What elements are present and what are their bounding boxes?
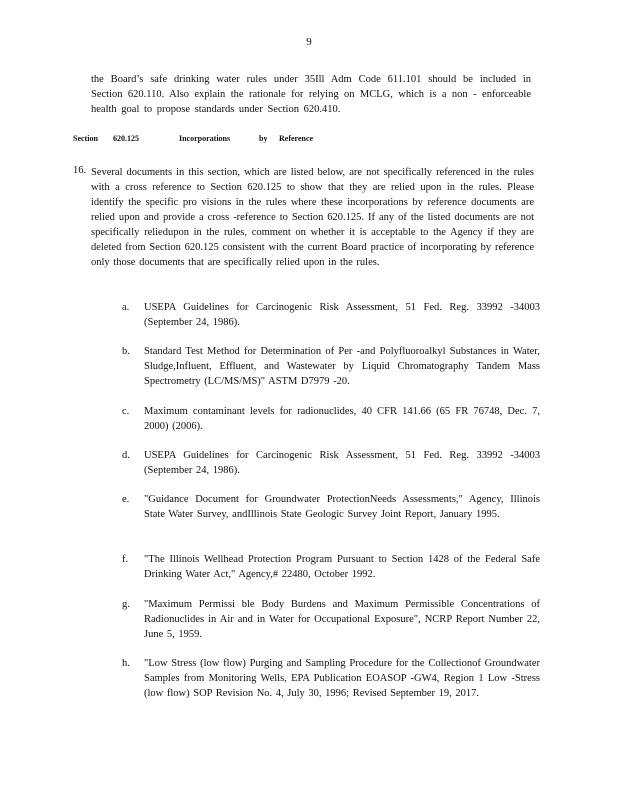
section-heading-number: 620.125 xyxy=(113,134,139,143)
page-number: 9 xyxy=(306,36,312,48)
reference-letter: f. xyxy=(122,554,129,565)
section-heading-word-reference: Reference xyxy=(279,134,314,143)
comment-paragraph: Several documents in this section, which are listed below, are not specifically referenced in the rules with a cross reference to Section 620.125 to show that they are relied upon in the rules. Please identify the specific pro visions in the rules where these incorporations by reference documents are relied upon and provide a cross -reference to Section 620.125. If any of the listed documents are not specifically reliedupon in the rules, comment on whether it is acceptable to the Agency if they are deleted from Section 620.125 consistent with the current Board practice of incorporating by reference only those documents that are specifically relied upon in the rules. xyxy=(91,167,534,268)
reference-text: Maximum contaminant levels for radionuclides, 40 CFR 141.66 (65 FR 76748, Dec. 7, 2000) (2006). xyxy=(144,406,540,432)
section-heading xyxy=(73,134,313,143)
section-heading-word-incorporations: Incorporations xyxy=(179,134,231,143)
reference-letter: b. xyxy=(122,346,130,357)
reference-text: "The Illinois Wellhead Protection Program Pursuant to Section 1428 of the Federal Safe Drinking Water Act," Agency,# 22480, October 1992. xyxy=(144,554,540,580)
intro-paragraph: the Board’s safe drinking water rules under 35Ill Adm Code 611.101 should be included in Section 620.110. Also explain the rationale for relying on MCLG, which is a non - enforceable health goal to propose standards under Section 620.410. xyxy=(91,74,531,115)
reference-letter: c. xyxy=(122,406,130,417)
reference-text: "Low Stress (low flow) Purging and Sampling Procedure for the Collectionof Groundwater Samples from Monitoring Wells, EPA Publication EOASOP -GW4, Region 1 Low -Stress (low flow) SOP Revision No. 4, July 30, 1996; Revised September 19, 2017. xyxy=(144,658,540,699)
reference-letter: e. xyxy=(122,494,130,505)
section-heading-word-by: by xyxy=(259,134,268,143)
reference-letter: h. xyxy=(122,658,130,669)
section-heading-label: Section xyxy=(73,134,98,143)
reference-letter: a. xyxy=(122,302,130,313)
reference-letter: d. xyxy=(122,450,130,461)
reference-text: "Guidance Document for Groundwater ProtectionNeeds Assessments," Agency, Illinois State Water Survey, andIllinois State Geologic Survey Joint Report, January 1995. xyxy=(144,494,540,520)
reference-text: USEPA Guidelines for Carcinogenic Risk Assessment, 51 Fed. Reg. 33992 -34003 (September 24, 1986). xyxy=(144,302,540,328)
reference-text: USEPA Guidelines for Carcinogenic Risk Assessment, 51 Fed. Reg. 33992 -34003 (September 24, 1986). xyxy=(144,450,540,476)
reference-text: Standard Test Method for Determination of Per -and Polyfluoroalkyl Substances in Water, Sludge,Influent, Effluent, and Wastewater by Liquid Chromatography Tandem Mass Spectrometry (LC/MS/MS)" ASTM D7979 -20. xyxy=(144,346,540,387)
reference-text: "Maximum Permissi ble Body Burdens and Maximum Permissible Concentrations of Radionuclides in Air and in Water for Occupational Exposure", NCRP Report Number 22, June 5, 1959. xyxy=(144,599,540,640)
comment-number: 16. xyxy=(73,165,87,176)
reference-letter: g. xyxy=(122,599,130,610)
